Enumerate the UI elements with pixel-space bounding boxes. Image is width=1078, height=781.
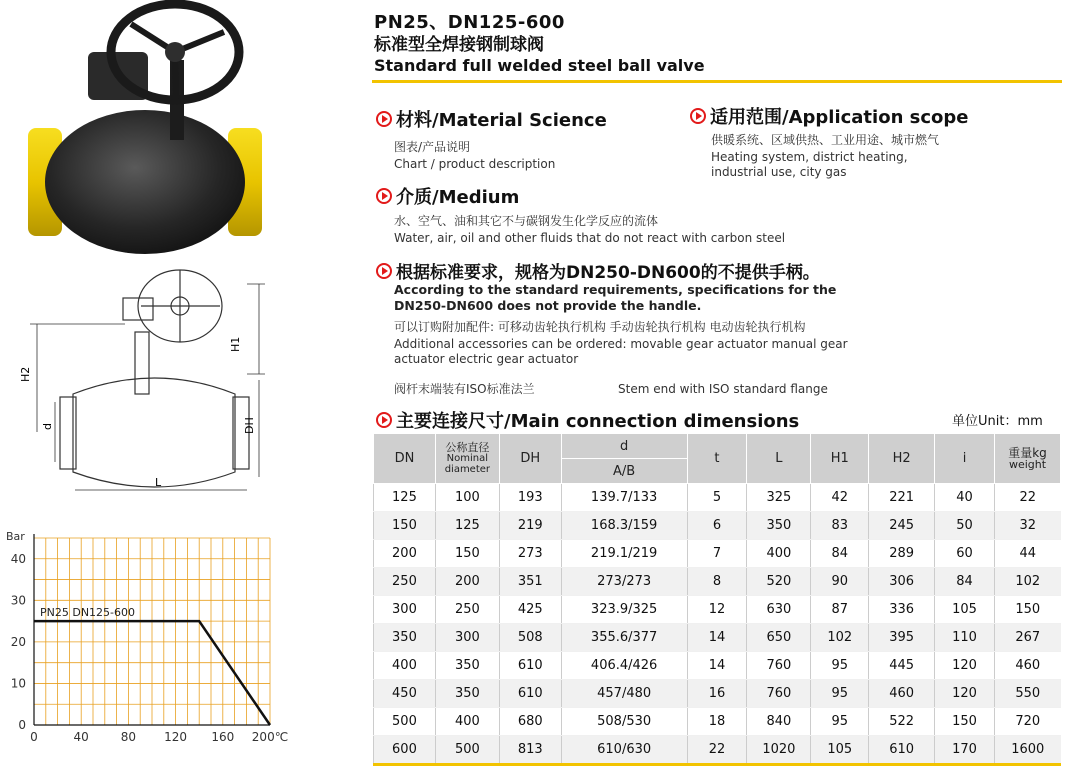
x-tick-label: 160 <box>211 730 235 744</box>
table-cell: 7 <box>687 540 747 568</box>
title-rule <box>372 80 1062 83</box>
stem-en: Stem end with ISO standard flange <box>618 382 828 396</box>
table-cell: 300 <box>374 596 436 624</box>
table-cell: 350 <box>435 680 499 708</box>
table-cell: 522 <box>869 708 935 736</box>
table-cell: 350 <box>374 624 436 652</box>
table-cell: 125 <box>435 512 499 540</box>
table-cell: 323.9/325 <box>561 596 687 624</box>
application-en1: Heating system, district heating, <box>711 150 908 164</box>
table-cell: 170 <box>935 736 995 765</box>
table-cell: 400 <box>435 708 499 736</box>
table-cell: 150 <box>935 708 995 736</box>
col-weight: 重量kg weight <box>995 434 1061 484</box>
table-cell: 193 <box>499 484 561 512</box>
table-cell: 1020 <box>747 736 811 765</box>
table-cell: 630 <box>747 596 811 624</box>
dimensions-heading: 主要连接尺寸/Main connection dimensions <box>376 407 799 433</box>
table-row <box>374 736 1061 765</box>
table-cell: 219 <box>499 512 561 540</box>
table-cell: 44 <box>995 540 1061 568</box>
table-cell: 306 <box>869 568 935 596</box>
title-cn: 标准型全焊接钢制球阀 <box>374 35 544 55</box>
table-cell: 273 <box>499 540 561 568</box>
x-tick-label: 40 <box>73 730 89 744</box>
table-cell: 355.6/377 <box>561 624 687 652</box>
col-t: t <box>687 434 747 484</box>
table-cell: 8 <box>687 568 747 596</box>
table-cell: 840 <box>747 708 811 736</box>
x-tick-label: 200℃ <box>251 730 289 744</box>
x-tick-label: 80 <box>120 730 137 744</box>
table-cell: 102 <box>995 568 1061 596</box>
table-cell: 267 <box>995 624 1061 652</box>
table-row <box>374 680 1061 708</box>
h1-label: H1 <box>229 336 242 352</box>
col-nominal: 公称直径 Nominal diameter <box>435 434 499 484</box>
col-h1: H1 <box>811 434 869 484</box>
pressure-temperature-chart <box>0 520 300 770</box>
table-cell: 84 <box>935 568 995 596</box>
table-header <box>374 434 1061 484</box>
col-i: i <box>935 434 995 484</box>
table-cell: 42 <box>811 484 869 512</box>
table-row <box>374 484 1061 512</box>
table-cell: 720 <box>995 708 1061 736</box>
table-cell: 12 <box>687 596 747 624</box>
table-cell: 40 <box>935 484 995 512</box>
table-cell: 289 <box>869 540 935 568</box>
x-tick-label: 0 <box>30 730 38 744</box>
col-ab: A/B <box>561 459 687 484</box>
table-cell: 50 <box>935 512 995 540</box>
table-cell: 500 <box>435 736 499 765</box>
table-cell: 460 <box>995 652 1061 680</box>
table-cell: 22 <box>995 484 1061 512</box>
medium-en: Water, air, oil and other fluids that do not react with carbon steel <box>394 231 786 245</box>
medium-heading: 介质/Medium <box>376 183 519 209</box>
table-cell: 445 <box>869 652 935 680</box>
table-cell: 95 <box>811 708 869 736</box>
l-label: L <box>155 476 162 489</box>
dh-label: DH <box>243 417 256 434</box>
table-cell: 125 <box>374 484 436 512</box>
table-cell: 508/530 <box>561 708 687 736</box>
table-cell: 219.1/219 <box>561 540 687 568</box>
table-cell: 16 <box>687 680 747 708</box>
y-tick-label: 20 <box>10 634 26 649</box>
col-h2: H2 <box>869 434 935 484</box>
table-row <box>374 652 1061 680</box>
accessories-cn: 可以订购附加配件: 可移动齿轮执行机构 手动齿轮执行机构 电动齿轮执行机构 <box>394 320 806 334</box>
table-cell: 550 <box>995 680 1061 708</box>
title-en: Standard full welded steel ball valve <box>374 56 705 75</box>
table-cell: 245 <box>869 512 935 540</box>
table-cell: 457/480 <box>561 680 687 708</box>
table-cell: 200 <box>435 568 499 596</box>
table-cell: 610 <box>499 680 561 708</box>
table-cell: 336 <box>869 596 935 624</box>
valve-photo <box>0 0 372 262</box>
table-cell: 395 <box>869 624 935 652</box>
d-label: d <box>41 423 54 430</box>
table-cell: 221 <box>869 484 935 512</box>
y-tick-label: 30 <box>10 593 26 608</box>
table-row <box>374 624 1061 652</box>
table-cell: 610 <box>869 736 935 765</box>
x-tick-label: 120 <box>164 730 188 744</box>
table-cell: 83 <box>811 512 869 540</box>
table-cell: 250 <box>435 596 499 624</box>
table-cell: 168.3/159 <box>561 512 687 540</box>
dimension-drawing <box>15 262 277 502</box>
series-label: PN25 DN125-600 <box>40 606 136 620</box>
h2-label: H2 <box>19 366 32 382</box>
material-heading: 材料/Material Science <box>376 106 607 132</box>
table-cell: 14 <box>687 652 747 680</box>
standard-heading: 根据标准要求，规格为DN250-DN600的不提供手柄。 <box>376 258 820 283</box>
table-cell: 90 <box>811 568 869 596</box>
table-cell: 105 <box>811 736 869 765</box>
table-row <box>374 596 1061 624</box>
col-dn: DN <box>374 434 436 484</box>
table-cell: 84 <box>811 540 869 568</box>
table-cell: 460 <box>869 680 935 708</box>
table-cell: 139.7/133 <box>561 484 687 512</box>
table-cell: 1600 <box>995 736 1061 765</box>
col-dh: DH <box>499 434 561 484</box>
table-cell: 325 <box>747 484 811 512</box>
table-cell: 520 <box>747 568 811 596</box>
standard-en1: According to the standard requirements, specifications for the <box>394 282 837 297</box>
table-cell: 508 <box>499 624 561 652</box>
table-cell: 150 <box>374 512 436 540</box>
table-cell: 120 <box>935 652 995 680</box>
table-cell: 760 <box>747 680 811 708</box>
table-cell: 250 <box>374 568 436 596</box>
table-cell: 406.4/426 <box>561 652 687 680</box>
table-cell: 680 <box>499 708 561 736</box>
table-cell: 95 <box>811 652 869 680</box>
table-cell: 18 <box>687 708 747 736</box>
table-cell: 120 <box>935 680 995 708</box>
medium-cn: 水、空气、油和其它不与碳钢发生化学反应的流体 <box>394 214 659 228</box>
table-cell: 350 <box>747 512 811 540</box>
y-tick-label: 40 <box>10 551 26 566</box>
table-cell: 6 <box>687 512 747 540</box>
stem-cn: 阀杆末端装有ISO标准法兰 <box>394 382 535 396</box>
material-cn: 图表/产品说明 <box>394 140 471 154</box>
table-row <box>374 708 1061 736</box>
y-axis-label: Bar <box>6 530 25 543</box>
table-cell: 32 <box>995 512 1061 540</box>
table-cell: 95 <box>811 680 869 708</box>
table-cell: 102 <box>811 624 869 652</box>
play-icon <box>376 111 392 127</box>
table-cell: 273/273 <box>561 568 687 596</box>
application-en2: industrial use, city gas <box>711 165 847 179</box>
standard-en2: DN250-DN600 does not provide the handle. <box>394 298 702 313</box>
dimensions-table <box>373 433 1061 766</box>
col-d: d <box>561 434 687 459</box>
table-cell: 500 <box>374 708 436 736</box>
accessories-en2: actuator electric gear actuator <box>394 352 579 366</box>
table-cell: 610/630 <box>561 736 687 765</box>
table-cell: 105 <box>935 596 995 624</box>
table-cell: 600 <box>374 736 436 765</box>
y-tick-label: 10 <box>10 676 26 691</box>
table-cell: 150 <box>995 596 1061 624</box>
table-cell: 22 <box>687 736 747 765</box>
table-cell: 351 <box>499 568 561 596</box>
table-cell: 760 <box>747 652 811 680</box>
table-cell: 300 <box>435 624 499 652</box>
application-heading: 适用范围/Application scope <box>690 103 969 129</box>
accessories-en1: Additional accessories can be ordered: movable gear actuator manual gear <box>394 337 848 351</box>
table-cell: 610 <box>499 652 561 680</box>
col-l: L <box>747 434 811 484</box>
table-cell: 5 <box>687 484 747 512</box>
table-cell: 200 <box>374 540 436 568</box>
table-cell: 813 <box>499 736 561 765</box>
unit-label: 单位Unit：mm <box>952 414 1043 429</box>
play-icon <box>376 412 392 428</box>
play-icon <box>376 188 392 204</box>
table-cell: 60 <box>935 540 995 568</box>
table-cell: 100 <box>435 484 499 512</box>
table-cell: 14 <box>687 624 747 652</box>
table-cell: 400 <box>747 540 811 568</box>
table-cell: 87 <box>811 596 869 624</box>
table-cell: 350 <box>435 652 499 680</box>
play-icon <box>376 263 392 279</box>
table-cell: 450 <box>374 680 436 708</box>
table-row <box>374 512 1061 540</box>
table-cell: 400 <box>374 652 436 680</box>
table-cell: 150 <box>435 540 499 568</box>
table-cell: 425 <box>499 596 561 624</box>
application-cn: 供暖系统、区域供热、工业用途、城市燃气 <box>711 133 940 147</box>
table-cell: 650 <box>747 624 811 652</box>
table-row <box>374 568 1061 596</box>
y-tick-label: 0 <box>18 718 26 732</box>
play-icon <box>690 108 706 124</box>
material-en: Chart / product description <box>394 157 556 171</box>
table-cell: 110 <box>935 624 995 652</box>
title-pressure-size: PN25、DN125-600 <box>374 12 565 33</box>
table-row <box>374 540 1061 568</box>
